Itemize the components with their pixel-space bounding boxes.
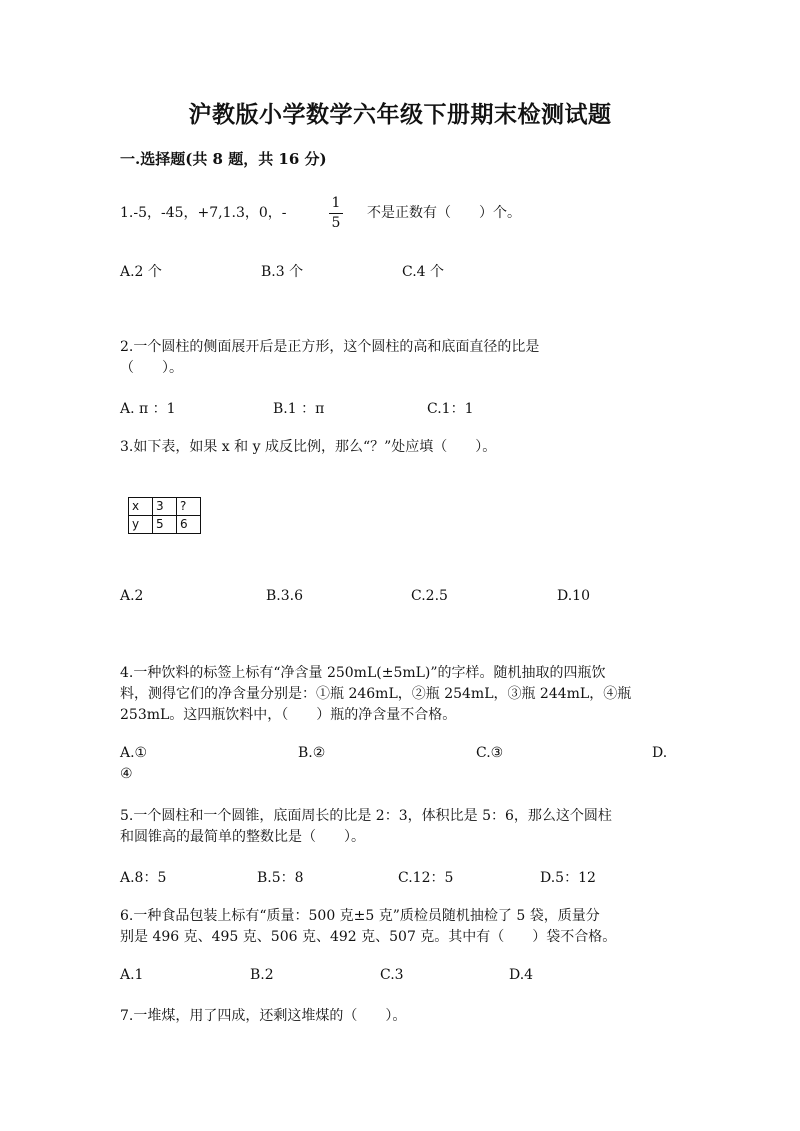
question-6-line-2: 别是 496 克、495 克、506 克、492 克、507 克。其中有（ ）袋不合格。 — [120, 929, 617, 945]
question-3-table — [128, 497, 201, 534]
question-4-option-c[interactable]: C.③ — [476, 745, 504, 761]
page-title: 沪教版小学数学六年级下册期末检测试题 — [188, 101, 612, 128]
table-cell: 5 — [153, 516, 177, 534]
question-5-option-b[interactable]: B.5：8 — [257, 870, 304, 886]
question-5-option-c[interactable]: C.12：5 — [398, 870, 454, 886]
question-1-option-b[interactable]: B.3 个 — [261, 264, 304, 280]
question-4-line-1: 4.一种饮料的标签上标有“净含量 250mL(±5mL)”的字样。随机抽取的四瓶饮 — [120, 665, 606, 681]
question-6-option-c[interactable]: C.3 — [380, 967, 404, 983]
question-3-text: 3.如下表，如果 x 和 y 成反比例，那么“？”处应填（ ）。 — [120, 439, 497, 455]
question-4-option-b[interactable]: B.② — [298, 745, 326, 761]
table-cell: y — [129, 516, 153, 534]
question-3-option-d[interactable]: D.10 — [557, 588, 590, 604]
question-6-line-1: 6.一种食品包装上标有“质量：500 克±5 克”质检员随机抽检了 5 袋，质量分 — [120, 908, 600, 924]
question-3-option-a[interactable]: A.2 — [120, 588, 144, 604]
question-2-option-a[interactable]: A. π ：1 — [120, 401, 176, 417]
question-1-fraction — [327, 196, 345, 231]
question-5-line-1: 5.一个圆柱和一个圆锥，底面周长的比是 2：3，体积比是 5：6，那么这个圆柱 — [120, 808, 612, 824]
question-4-line-3: 253mL。这四瓶饮料中，（ ）瓶的净含量不合格。 — [120, 707, 457, 723]
question-2-line-1: 2.一个圆柱的侧面展开后是正方形，这个圆柱的高和底面直径的比是 — [120, 339, 540, 355]
question-4-option-d[interactable]: D. — [652, 745, 668, 761]
question-2-option-b[interactable]: B.1 ：π — [273, 401, 325, 417]
question-1-text-before: 1.-5，-45，+7,1.3，0，- — [120, 205, 287, 221]
question-3-option-c[interactable]: C.2.5 — [411, 588, 448, 604]
question-4-line-2: 料，测得它们的净含量分别是：①瓶 246mL，②瓶 254mL，③瓶 244mL，④瓶 — [120, 686, 632, 702]
question-2-line-2: （ ）。 — [120, 360, 183, 376]
question-5-line-2: 和圆锥高的最简单的整数比是（ ）。 — [120, 829, 365, 845]
table-row — [129, 498, 201, 516]
question-1-option-a[interactable]: A.2 个 — [120, 264, 162, 280]
question-3-option-b[interactable]: B.3.6 — [266, 588, 304, 604]
question-6-option-a[interactable]: A.1 — [120, 967, 144, 983]
section-heading: 一.选择题(共 8 题，共 16 分) — [120, 150, 327, 168]
table-cell: 6 — [177, 516, 201, 534]
question-6-option-b[interactable]: B.2 — [250, 967, 274, 983]
table-cell: x — [129, 498, 153, 516]
question-1-option-c[interactable]: C.4 个 — [402, 264, 445, 280]
question-5-option-d[interactable]: D.5：12 — [540, 870, 596, 886]
table-cell: 3 — [153, 498, 177, 516]
fraction-denominator: 5 — [331, 215, 341, 231]
question-2-option-c[interactable]: C.1：1 — [427, 401, 474, 417]
table-cell: ? — [177, 498, 201, 516]
question-6-option-d[interactable]: D.4 — [509, 967, 534, 983]
question-1-text-after: 不是正数有（ ）个。 — [367, 205, 521, 221]
question-4-option-a[interactable]: A.① — [120, 745, 148, 761]
fraction-bar — [329, 213, 343, 214]
fraction-numerator: 1 — [331, 195, 341, 211]
question-4-option-d-continued: ④ — [120, 766, 133, 782]
table-row — [129, 516, 201, 534]
question-7-text: 7.一堆煤，用了四成，还剩这堆煤的（ ）。 — [120, 1008, 407, 1024]
question-5-option-a[interactable]: A.8：5 — [120, 870, 167, 886]
